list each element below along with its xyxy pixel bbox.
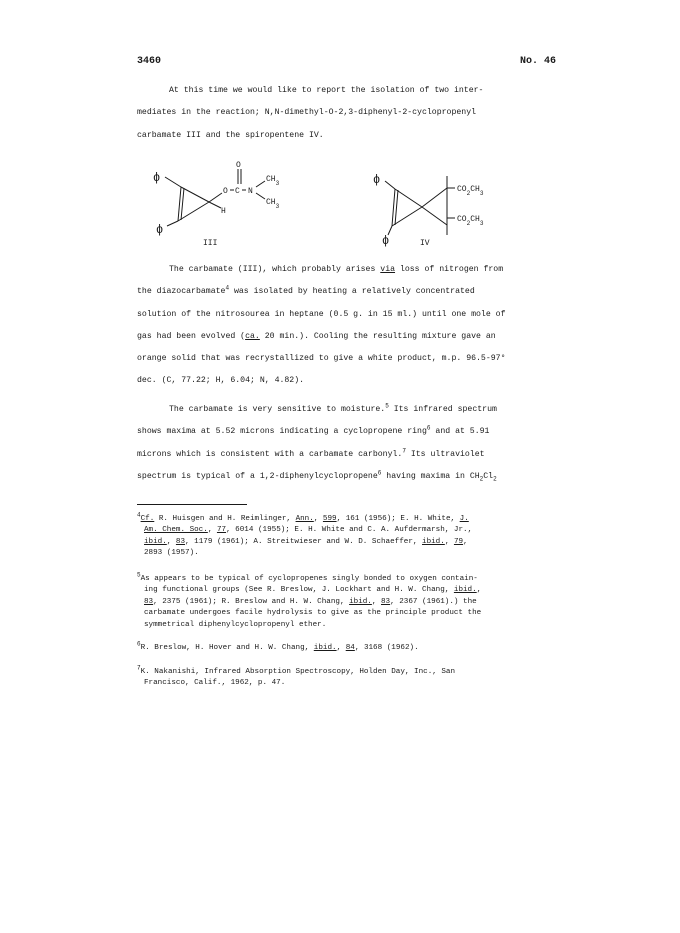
footnote-line bbox=[137, 640, 557, 654]
text-run: shows maxima at 5.52 microns indicating a cyclopropene ring bbox=[137, 427, 427, 437]
bond bbox=[167, 221, 178, 226]
text-line: dec. (C, 77.22; H, 6.04; N, 4.82). bbox=[137, 376, 305, 386]
italic-word: ca. bbox=[245, 331, 260, 341]
bond bbox=[256, 181, 265, 187]
footnote-number: 7 bbox=[137, 664, 141, 672]
journal-name: ibid. bbox=[313, 644, 337, 652]
structure-III bbox=[165, 169, 265, 226]
methyl-label: $CH_3$ bbox=[266, 198, 280, 210]
intro-paragraph bbox=[137, 80, 547, 147]
text-run: , bbox=[336, 644, 346, 652]
text-run: Its ultraviolet bbox=[405, 449, 485, 459]
intro-line: At this time we would like to report the isolation of two inter- bbox=[169, 86, 484, 95]
carbonyl-oxygen-label: O bbox=[236, 161, 241, 170]
text-run: , bbox=[313, 515, 323, 523]
text-line bbox=[137, 444, 547, 466]
nitrogen-label: N bbox=[248, 187, 253, 196]
footnote-number: 6 bbox=[137, 640, 141, 648]
text-run: Cl bbox=[483, 471, 494, 481]
journal-name: J. bbox=[459, 515, 469, 523]
chemical-structures bbox=[137, 150, 557, 260]
footnote-line: Francisco, Calif., 1962, p. 47. bbox=[144, 679, 286, 688]
text-run: spectrum is typical of a 1,2-diphenylcyclopropene bbox=[137, 471, 378, 481]
phenyl-label: ϕ bbox=[153, 171, 161, 185]
structure-label-III: III bbox=[203, 239, 218, 248]
footnote-line: symmetrical diphenylcyclopropenyl ether. bbox=[144, 620, 327, 629]
italic-word: via bbox=[380, 265, 396, 274]
volume: 79 bbox=[453, 537, 464, 546]
intro-line: carbamate III and the spiropentene IV. bbox=[137, 130, 324, 140]
text-line bbox=[137, 326, 547, 348]
volume: 77 bbox=[216, 526, 227, 535]
text-line: solution of the nitrosourea in heptane (0.5 g. in 15 ml.) until one mole of bbox=[137, 309, 506, 319]
text-line bbox=[137, 421, 547, 443]
text-run: The carbamate is very sensitive to moisture. bbox=[169, 405, 386, 414]
footnote-ref: 6 bbox=[377, 469, 382, 477]
footnote-line bbox=[137, 525, 557, 536]
phenyl-label: ϕ bbox=[156, 223, 164, 237]
text-run: , bbox=[166, 537, 176, 546]
issue-number: No. 46 bbox=[520, 56, 557, 67]
text-run: , bbox=[444, 537, 454, 546]
journal-name: ibid. bbox=[144, 537, 167, 546]
journal-name: ibid. bbox=[453, 586, 477, 595]
journal-name: ibid. bbox=[349, 597, 372, 606]
carbon-label: C bbox=[235, 187, 240, 196]
footnote-number: 4 bbox=[137, 511, 141, 519]
phenyl-label: ϕ bbox=[382, 234, 390, 248]
text-run: , bbox=[371, 597, 381, 606]
footnote-line: 2893 (1957). bbox=[144, 549, 199, 558]
footnote-7 bbox=[137, 664, 557, 690]
text-run: , 161 (1956); E. H. White, bbox=[336, 515, 460, 523]
text-run: , 2367 (1961).) the bbox=[390, 597, 477, 606]
text-run: , 6014 (1955); E. H. White and C. A. Aufdermarsh, Jr., bbox=[226, 526, 473, 535]
text-run: Its infrared spectrum bbox=[388, 405, 497, 414]
footnote-line bbox=[137, 664, 557, 678]
text-run: , 1179 (1961); A. Streitwieser and W. D. Schaeffer, bbox=[185, 537, 423, 546]
footnote-line bbox=[137, 537, 557, 548]
bond bbox=[181, 187, 209, 202]
footnote-separator bbox=[137, 504, 247, 505]
text-run: , 3168 (1962). bbox=[354, 644, 419, 652]
footnote-line bbox=[137, 571, 557, 585]
page-number: 3460 bbox=[137, 56, 162, 67]
footnote-ref: 5 bbox=[385, 402, 389, 410]
footnote-line: carbamate undergoes facile hydrolysis to give as the principle product the bbox=[144, 609, 482, 618]
bond bbox=[422, 207, 447, 225]
footnote-line bbox=[137, 585, 557, 596]
subscript: 2 bbox=[493, 475, 497, 483]
bond bbox=[181, 188, 184, 220]
bond bbox=[209, 193, 222, 202]
bond bbox=[256, 193, 265, 199]
footnote-5 bbox=[137, 571, 557, 631]
volume: 84 bbox=[345, 644, 355, 652]
text-run: was isolated by heating a relatively concentrated bbox=[229, 287, 475, 297]
footnote-6 bbox=[137, 640, 557, 654]
footnote-ref: 4 bbox=[225, 284, 230, 292]
text-run: , bbox=[476, 586, 482, 595]
ester-label: $CO_2CH_3$ bbox=[457, 185, 484, 197]
text-run: loss of nitrogen from bbox=[395, 265, 504, 274]
text-run: , bbox=[463, 537, 468, 546]
subscript: 2 bbox=[479, 475, 484, 483]
paragraph-carbamate-spectra bbox=[137, 399, 547, 488]
bond bbox=[392, 189, 395, 226]
text-run: and at 5.91 bbox=[430, 427, 490, 437]
footnote-number: 5 bbox=[137, 571, 141, 579]
text-line bbox=[137, 399, 547, 421]
bond bbox=[395, 190, 398, 225]
volume: 599 bbox=[322, 515, 337, 523]
text-run: the diazocarbamate bbox=[137, 287, 226, 297]
footnote-line bbox=[137, 511, 557, 525]
methyl-label: $CH_3$ bbox=[266, 175, 280, 187]
text-run: microns which is consistent with a carbamate carbonyl. bbox=[137, 449, 403, 459]
journal-name: Am. Chem. Soc. bbox=[144, 526, 208, 535]
footnote-ref: 6 bbox=[426, 424, 431, 432]
footnote-line bbox=[137, 597, 557, 608]
paragraph-carbamate-isolation bbox=[137, 259, 547, 393]
ester-label: $CO_2CH_3$ bbox=[457, 215, 484, 227]
intro-line: mediates in the reaction; N,N-dimethyl-O-2,3-diphenyl-2-cyclopropenyl bbox=[137, 108, 477, 118]
text-line: orange solid that was recrystallized to give a white product, m.p. 96.5-97° bbox=[137, 354, 506, 364]
footnote-4 bbox=[137, 511, 557, 560]
oxygen-label: O bbox=[223, 187, 228, 196]
journal-name: Ann. bbox=[295, 515, 314, 523]
text-line bbox=[137, 466, 547, 488]
text-run: , 2375 (1961); R. Breslow and H. W. Chang, bbox=[153, 597, 350, 606]
text-run: having maxima in CH bbox=[381, 471, 480, 481]
text-run: , bbox=[207, 526, 217, 535]
structure-label-IV: IV bbox=[420, 239, 430, 248]
text-run: K. Nakanishi, Infrared Absorption Spectroscopy, Holden Day, Inc., San bbox=[140, 668, 456, 676]
text-run: 20 min.). Cooling the resulting mixture gave an bbox=[259, 331, 496, 341]
journal-name: ibid. bbox=[422, 537, 445, 546]
text-run: R. Breslow, H. Hover and H. W. Chang, bbox=[140, 644, 314, 652]
volume: 83 bbox=[381, 597, 391, 606]
text-run: ing functional groups (See R. Breslow, J. Lockhart and H. W. Chang, bbox=[144, 586, 454, 595]
volume: 83 bbox=[144, 597, 154, 606]
structure-IV bbox=[385, 176, 455, 235]
text-line bbox=[137, 281, 547, 303]
bond bbox=[209, 202, 221, 208]
text-run: The carbamate (III), which probably arises bbox=[169, 265, 381, 274]
text-line bbox=[137, 259, 547, 281]
bond bbox=[385, 181, 395, 189]
footnote-ref: 7 bbox=[402, 446, 406, 454]
bond bbox=[178, 187, 181, 221]
text-run: gas had been evolved ( bbox=[137, 331, 246, 341]
text-run: Cf. bbox=[140, 515, 155, 523]
bond bbox=[422, 188, 447, 207]
phenyl-label: ϕ bbox=[373, 173, 381, 187]
bond bbox=[165, 177, 181, 187]
volume: 83 bbox=[175, 537, 186, 546]
bond bbox=[395, 189, 422, 207]
text-run: As appears to be typical of cyclopropenes singly bonded to oxygen contain- bbox=[140, 575, 478, 583]
text-run: R. Huisgen and H. Reimlinger, bbox=[154, 515, 296, 523]
hydrogen-label: H bbox=[221, 207, 226, 216]
